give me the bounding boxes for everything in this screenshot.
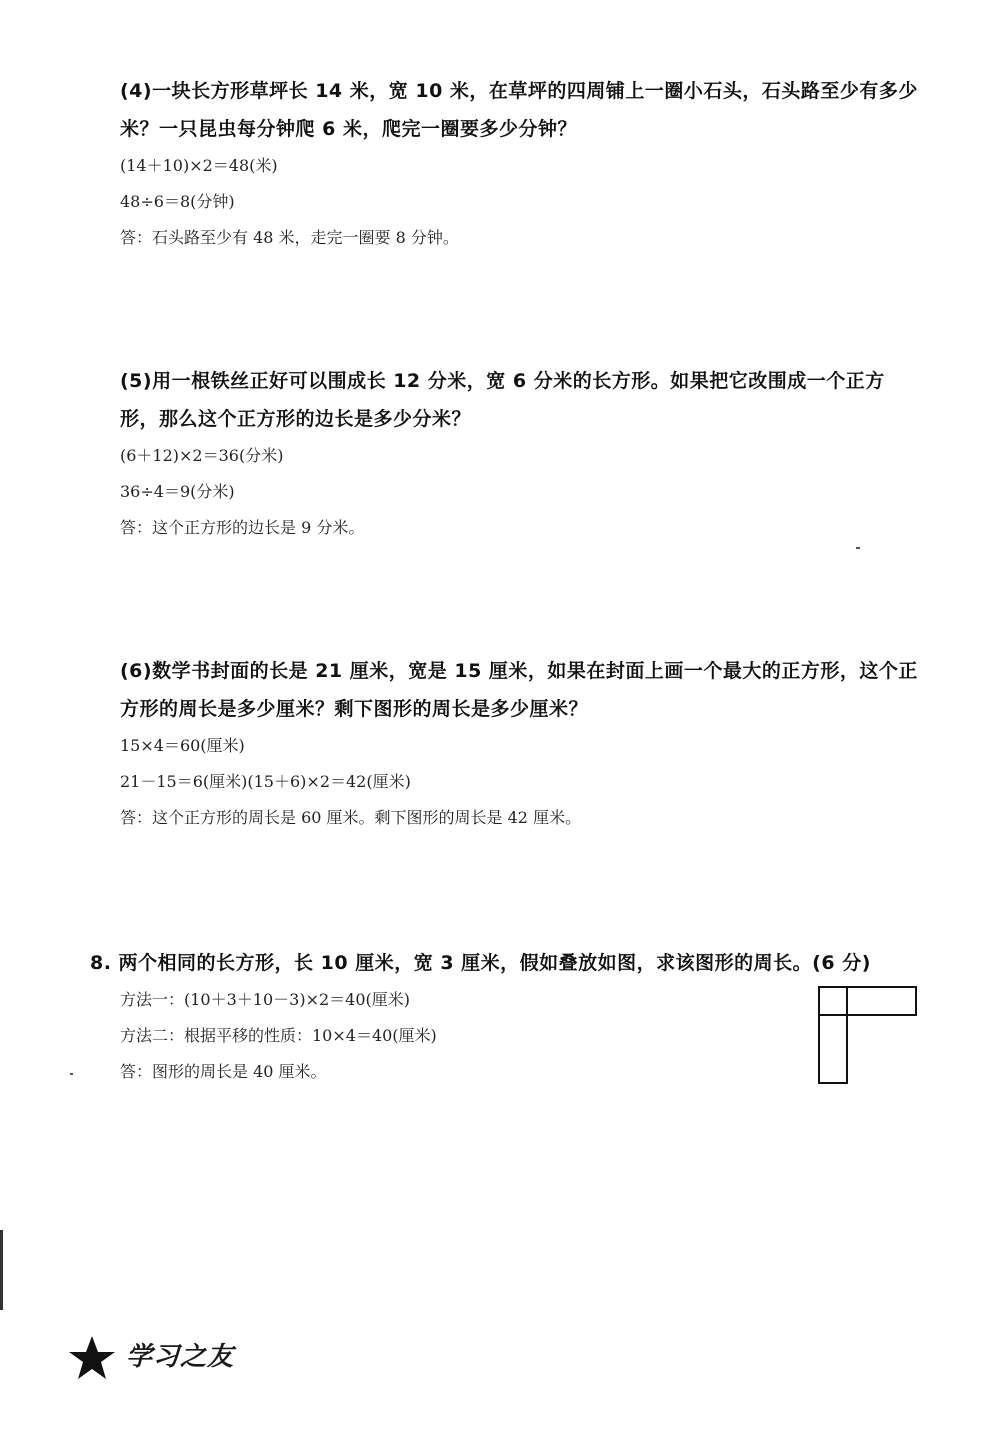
problem-5-question-line-1: (5)用一根铁丝正好可以围成长 12 分米，宽 6 分米的长方形。如果把它改围成一个正方	[120, 370, 885, 392]
problem-4-question-line-1: (4)一块长方形草坪长 14 米，宽 10 米，在草坪的四周铺上一圈小石头，石头路至少有多少	[120, 80, 918, 102]
horizontal-rectangle	[819, 987, 916, 1015]
problem-4	[120, 72, 920, 256]
problem-4-answer-line-2: 48÷6＝8(分钟)	[120, 192, 235, 211]
problem-4-answer-line-1: (14＋10)×2＝48(米)	[120, 156, 278, 175]
problem-5-answer-line-3: 答：这个正方形的边长是 9 分米。	[120, 518, 365, 537]
problem-4-question-line-2: 米？一只昆虫每分钟爬 6 米，爬完一圈要多少分钟？	[120, 118, 577, 140]
problem-8-answer-line-1: 方法一：(10＋3＋10－3)×2＝40(厘米)	[120, 990, 410, 1009]
problem-6-question-line-2: 方形的周长是多少厘米？剩下图形的周长是多少厘米？	[120, 698, 589, 720]
vertical-rectangle	[819, 987, 847, 1083]
problem-5-question-line-2: 形，那么这个正方形的边长是多少分米？	[120, 408, 472, 430]
brand-logo	[68, 1328, 258, 1384]
brand-logo-text: 学习之友	[126, 1342, 235, 1372]
problem-6-question-line-1: (6)数学书封面的长是 21 厘米，宽是 15 厘米，如果在封面上画一个最大的正方形，这个正	[120, 660, 918, 682]
problem-6-answer-line-3: 答：这个正方形的周长是 60 厘米。剩下图形的周长是 42 厘米。	[120, 808, 582, 827]
problem-8-answers	[90, 982, 930, 1090]
scan-speck	[70, 1073, 73, 1075]
problem-5-answer-line-1: (6＋12)×2＝36(分米)	[120, 446, 284, 465]
problem-6-answer-line-1: 15×4＝60(厘米)	[120, 736, 245, 755]
problem-6-answer-line-2: 21－15＝6(厘米)(15＋6)×2＝42(厘米)	[120, 772, 411, 791]
problem-5-answer-line-2: 36÷4＝9(分米)	[120, 482, 235, 501]
problem-8-answer-line-2: 方法二：根据平移的性质：10×4＝40(厘米)	[120, 1026, 437, 1045]
scan-edge-mark	[0, 1230, 3, 1310]
overlapping-rectangles-figure	[818, 986, 918, 1084]
star-icon	[68, 1334, 116, 1382]
problem-8	[90, 944, 930, 1090]
problem-5	[120, 362, 920, 546]
problem-4-answer-line-3: 答：石头路至少有 48 米，走完一圈要 8 分钟。	[120, 228, 459, 247]
problem-8-answer-line-3: 答：图形的周长是 40 厘米。	[120, 1062, 327, 1081]
problem-8-question: 8. 两个相同的长方形，长 10 厘米，宽 3 厘米，假如叠放如图，求该图形的周长。(6 分)	[90, 952, 871, 974]
problem-6	[120, 652, 920, 836]
scan-speck	[856, 547, 860, 549]
